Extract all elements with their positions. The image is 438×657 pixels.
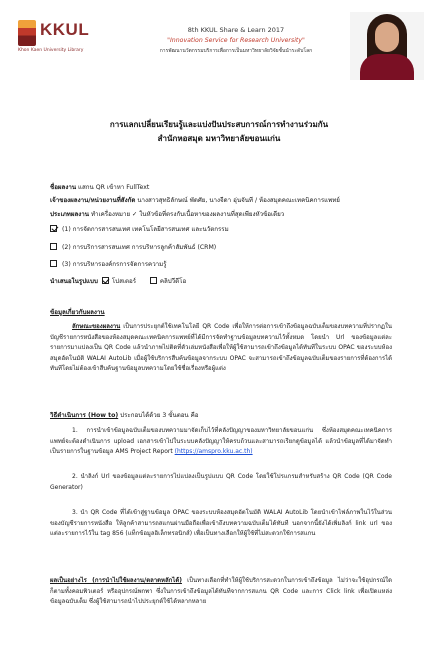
format-row <box>50 276 186 286</box>
result-paragraph <box>50 576 392 608</box>
summary-label: ลักษณะของผลงาน <box>72 323 121 330</box>
option-label: (1) การจัดการสารสนเทศ เทคโนโลยีสารสนเทศ และนวัตกรรม <box>61 226 229 233</box>
step-3-text: 3. นำ QR Code ที่ได้เข้าสู่ฐานข้อมูล OPAC ของระบบห้องสมุดอัตโนมัติ WALAI AutoLib โดยนำเข้าไฟล์ภาพในไว้ในส่วนของบัญชีรายการหนังสือ ให้ลูกค้าสามารถสแกนผ่านมือถือเพื่อเข้าถึงบทความฉบับเต็มได้ทันที นอกจากนี้ยังได้เพิ่มลิงก์ link url ของแต่ละรายการไว้ใน tag 856 (แท็กข้อมูลอิเล็กทรอนิกส์) เพื่อเป็นทางเลือกให้ผู้ใช้ที่ไม่สะดวกใช้การสแกน <box>50 509 392 538</box>
type-note: ทำเครื่องหมาย ✓ ในหัวข้อที่ตรงกับเนื้อหาของผลงานที่สุดเพียงหัวข้อเดียว <box>90 211 285 218</box>
event-organizer: การพัฒนานวัตกรรมบริการเพื่อการเป็นมหาวิทยาลัยวิจัยชั้นนำระดับโลก <box>159 48 313 54</box>
option-label: (3) การบริหารองค์กรการจัดการความรู้ <box>61 261 167 268</box>
kkul-logo <box>14 16 100 62</box>
event-header <box>14 12 424 94</box>
event-info <box>132 26 340 55</box>
howto-label: วิธีดำเนินการ (How to) <box>50 412 119 419</box>
type-label: ประเภทผลงาน <box>50 211 89 218</box>
logo-subtitle: Khon Kaen University Library <box>18 48 84 53</box>
result-label: ผลเป็นอย่างไร (การนำไปใช้ผลงาน/ตลาดหลักได้) <box>50 577 182 584</box>
checkbox-empty-icon <box>50 260 57 267</box>
library-emblem-icon <box>18 20 36 46</box>
type-row <box>50 209 284 219</box>
event-theme: "Innovation Service for Research University" <box>167 37 305 44</box>
presenter-photo <box>350 12 424 80</box>
section-heading: ข้อมูลเกี่ยวกับผลงาน <box>50 309 105 316</box>
summary-paragraph <box>50 322 392 375</box>
document-title: การแลกเปลี่ยนเรียนรู้และแบ่งปันประสบการณ์การทำงานร่วมกัน <box>109 120 329 129</box>
ams-project-link[interactable]: (https://amspro.kku.ac.th) <box>174 448 253 456</box>
event-title: 8th KKUL Share & Learn 2017 <box>187 26 285 34</box>
step-2-text: 2. นำลิงก์ Url ของข้อมูลแต่ละรายการไปแปลงเป็นรูปแบบ QR Code โดยใช้โปรแกรมสำหรับสร้าง QR Code <box>72 473 360 480</box>
format-label: นำเสนอในรูปแบบ <box>50 278 98 285</box>
work-name-label: ชื่อผลงาน <box>50 184 77 191</box>
step-2-tail: (QR Code Generator) <box>50 473 392 491</box>
step-1-paragraph <box>50 426 392 458</box>
option-row-1 <box>50 224 229 234</box>
owner-row <box>50 195 340 205</box>
checkbox-checked-icon <box>50 225 57 232</box>
photo-face <box>375 22 399 52</box>
format-option-video: คลิปวีดีโอ <box>159 278 187 285</box>
step-1-text: 1. การนำเข้าข้อมูลฉบับเต็มของบทความมาจัดเก็บไว้ที่คลังปัญญาของมหาวิทยาลัยขอนแก่น ซึ่งห้องสมุดคณะเทคนิคการแพทย์จะต้องดำเนินการ upload เอกสารเข้าไปในระบบคลังปัญญาให้ครบถ้วนและสามารถเรียกดูข้อมูลได้ แล้วนำข้อมูลที่ได้มาจัดทำเป็นรายการในฐานข้อมูล <box>50 427 392 456</box>
owner-label: เจ้าของผลงาน/หน่วยงานที่สังกัด <box>50 197 136 204</box>
work-name-row <box>50 182 149 192</box>
step-1-tail: AMS Project Report <box>115 448 173 456</box>
step-2-paragraph <box>50 472 392 493</box>
checkbox-empty-icon <box>150 277 157 284</box>
option-label: (2) การบริการสารสนเทศ การบริหารลูกค้าสัมพันธ์ (CRM) <box>61 244 217 251</box>
summary-text: เป็นการประยุกต์ใช้เทคโนโลยี QR Code เพื่อให้การต่อการเข้าถึงข้อมูลฉบับเต็มของบทความที่ปรากฏในบัญชีรายการหนังสือของห้องสมุดคณะเทคนิคการแพทย์ที่ได้มีการจัดทำฐานข้อมูลบทความไว้ทั้งหมด โดยนำ Url ของข้อมูลแต่ละรายการมาแปลงเป็น QR Code แล้วนำภาพไปติดที่ตัวเล่มหนังสือเพื่อให้ผู้ใช้สามารถเข้าถึงข้อมูลได้ทันทีในระบบ OPAC ของระบบห้องสมุดอัตโนมัติ WALAI AutoLib เมื่อผู้ใช้บริการสืบค้นข้อมูลจากระบบ OPAC จะสามารถเข้าถึงข้อมูลฉบับเต็มของรายการที่ต้องการได้ทันทีโดยไม่ต้องเข้าสืบค้นฐานข้อมูลบทความโดยใช้ชื่อเรื่องหรือผู้แต่ง <box>50 323 392 373</box>
format-option-poster: โปสเตอร์ <box>111 278 137 285</box>
work-name-value: แสกน QR เข้าหา FullText <box>78 184 150 191</box>
option-row-3 <box>50 259 167 269</box>
document-subtitle: สำนักหอสมุด มหาวิทยาลัยขอนแก่น <box>157 134 281 143</box>
step-3-paragraph <box>50 508 392 540</box>
option-row-2 <box>50 242 216 252</box>
howto-row <box>50 410 199 420</box>
logo-text: KKUL <box>40 20 90 39</box>
result-text: เป็นทางเลือกที่ทำให้ผู้ใช้บริการสะดวกในการเข้าถึงข้อมูล ไม่ว่าจะใช้อุปกรณ์ใดก็ตามทั้งคอมพิวเตอร์ หรืออุปกรณ์พกพา ซึ่งในการเข้าถึงข้อมูลได้ทันทีจากการสแกน QR Code และการ Click link เพื่อเปิดแหล่งข้อมูลฉบับเต็ม ซึ่งผู้ใช้สามารถนำไปประยุกต์ใช้ได้หลากหลาย <box>50 577 392 606</box>
owner-value: นางสาวสุทธิลักษณ์ พัดศัย, นางจีดา อุ่นจันที / ห้องสมุดคณะเทคนิคการแพทย์ <box>137 197 340 204</box>
howto-note: ประกอบได้ด้วย 3 ขั้นตอน คือ <box>120 412 199 419</box>
checkbox-checked-icon <box>102 277 109 284</box>
photo-body <box>360 54 414 80</box>
checkbox-empty-icon <box>50 243 57 250</box>
